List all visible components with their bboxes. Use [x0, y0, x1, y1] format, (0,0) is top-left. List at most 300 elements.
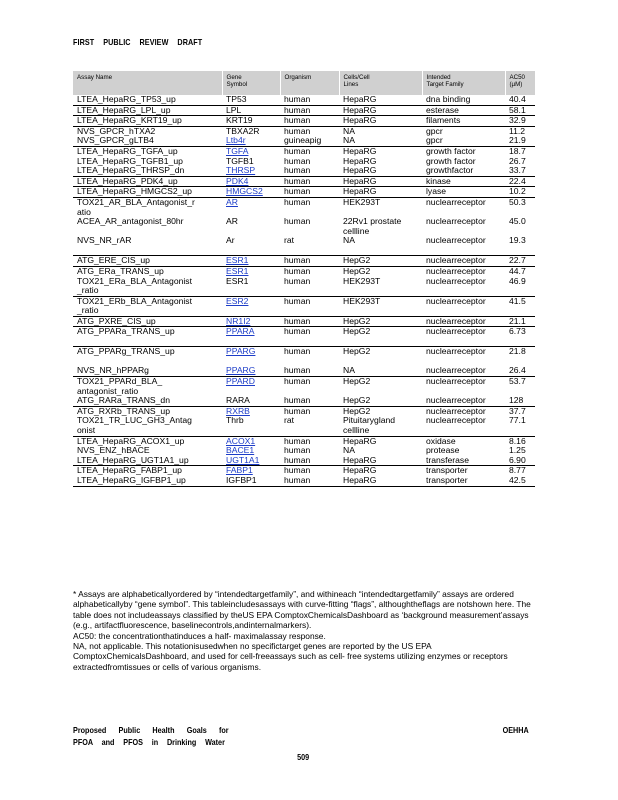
cell-gene	[222, 157, 280, 167]
cell-text: LTEA_HepaRG_TGFB1_up	[77, 156, 183, 166]
cell-assay	[73, 377, 222, 397]
cell-assay	[73, 176, 222, 187]
cell-ac50	[505, 217, 535, 236]
gene-link[interactable]: PPARD	[226, 376, 255, 387]
cell-ac50	[505, 456, 535, 466]
cell-target	[422, 406, 505, 416]
cell-ac50	[505, 466, 535, 476]
cell-text: 10.2	[509, 186, 526, 197]
gene-link[interactable]: UGT1A1	[226, 455, 260, 465]
cell-organism	[280, 436, 339, 446]
cell-text: 40.4	[509, 95, 526, 104]
cell-text: dna binding	[426, 95, 471, 104]
cell-text: LTEA_HepaRG_PDK4_up	[77, 176, 178, 186]
cell-target	[422, 176, 505, 187]
cell-organism	[280, 217, 339, 236]
cell-ac50	[505, 277, 535, 297]
note-ac50: AC50: the concentrationthatinduces a half- maximalassay response.	[73, 630, 326, 641]
cell-gene	[222, 416, 280, 436]
cell-text: HepaRG	[343, 115, 377, 126]
cell-cells	[339, 256, 422, 267]
cell-ac50	[505, 197, 535, 217]
cell-cells	[339, 126, 422, 136]
cell-text: oxidase	[426, 436, 456, 446]
cell-text: 77.1	[509, 416, 526, 426]
gene-symbol: ESR1	[226, 276, 249, 286]
cell-text: lyase	[426, 186, 447, 197]
cell-text: transporter	[426, 465, 468, 476]
cell-organism	[280, 166, 339, 176]
cell-organism	[280, 256, 339, 267]
cell-organism	[280, 456, 339, 466]
cell-text: NVS_NR_hPPARg	[77, 366, 149, 376]
cell-assay	[73, 187, 222, 198]
gene-symbol: KRT19	[226, 115, 253, 126]
cell-text: HepG2	[343, 326, 371, 337]
cell-text: HepG2	[343, 346, 371, 357]
cell-assay	[73, 416, 222, 436]
table-row	[73, 296, 535, 316]
cell-ac50	[505, 327, 535, 347]
cell-text: kinase	[426, 176, 451, 186]
table-row	[73, 466, 535, 476]
cell-organism	[280, 116, 339, 127]
column-header-line: Target Family	[426, 81, 464, 89]
cell-target	[422, 157, 505, 167]
cell-assay	[73, 157, 222, 167]
cell-gene	[222, 466, 280, 476]
cell-target	[422, 327, 505, 347]
cell-text: nuclearreceptor	[426, 197, 486, 207]
cell-cells	[339, 277, 422, 297]
gene-link[interactable]: PDK4	[226, 176, 249, 186]
gene-link[interactable]: Ltb4r	[226, 136, 246, 146]
cell-assay	[73, 166, 222, 176]
gene-symbol: LPL	[226, 105, 242, 115]
cell-assay	[73, 446, 222, 456]
page-number: 509	[297, 752, 310, 762]
cell-organism	[280, 466, 339, 476]
gene-link[interactable]: ACOX1	[226, 436, 256, 446]
gene-link[interactable]: PPARG	[226, 366, 256, 376]
cell-ac50	[505, 446, 535, 456]
cell-ac50	[505, 347, 535, 367]
cell-assay	[73, 197, 222, 217]
cell-text: human	[284, 455, 311, 465]
gene-link[interactable]: FABP1	[226, 465, 253, 476]
cell-text: nuclearreceptor	[426, 396, 486, 406]
cell-target	[422, 466, 505, 476]
cell-gene	[222, 176, 280, 187]
cell-ac50	[505, 476, 535, 486]
cell-organism	[280, 266, 339, 276]
table-row	[73, 176, 535, 187]
column-header-line: Lines	[343, 81, 359, 89]
cell-text: LTEA_HepaRG_TGFA_up	[77, 146, 178, 156]
cell-assay	[73, 466, 222, 476]
cell-ac50	[505, 176, 535, 187]
cell-gene	[222, 197, 280, 217]
cell-organism	[280, 316, 339, 327]
gene-link[interactable]: AR	[226, 197, 238, 207]
cell-target	[422, 396, 505, 406]
cell-cells	[339, 456, 422, 466]
cell-organism	[280, 296, 339, 316]
cell-text: HepaRG	[343, 105, 377, 115]
cell-text: 32.9	[509, 115, 526, 126]
table-row	[73, 366, 535, 376]
cell-text: human	[284, 95, 311, 104]
cell-text: NVS_NR_rAR	[77, 236, 132, 246]
cell-organism	[280, 277, 339, 297]
cell-assay	[73, 146, 222, 156]
cell-text: human	[284, 476, 311, 485]
note-ordering: * Assays are alphabeticallyordered by “intendedtargetfamily”, and withineach “intendedtargetfamily” assays are ordered alphabeticallyby “gene symbol”. This tableincludesassays with curve-fitting “flags”, althoughtheflags are notshown here. The table does not includeassays classified by theUS EPA ComptoxChemicalsDashboard as ‘background measurement’assays (e.g., artifactfluorescence, baselinecontrols,andinternalmarkers).	[73, 589, 531, 631]
cell-assay	[73, 476, 222, 486]
cell-cells	[339, 446, 422, 456]
table-row	[73, 105, 535, 116]
cell-assay	[73, 296, 222, 316]
gene-symbol: Thrb	[226, 416, 244, 426]
cell-gene	[222, 406, 280, 416]
cell-text: human	[284, 376, 311, 387]
cell-gene	[222, 166, 280, 176]
cell-target	[422, 126, 505, 136]
cell-text: human	[284, 396, 311, 406]
cell-text: HepaRG	[343, 465, 377, 476]
cell-organism	[280, 176, 339, 187]
table-row	[73, 126, 535, 136]
cell-text: NA	[343, 136, 355, 146]
cell-organism	[280, 146, 339, 156]
column-header-line: Gene	[226, 74, 242, 81]
cell-assay	[73, 277, 222, 297]
column-header	[505, 71, 535, 95]
cell-text: TOX21_PPARd_BLA_ antagonist_ratio	[77, 376, 163, 396]
table-row	[73, 166, 535, 176]
table-row	[73, 406, 535, 416]
cell-text: Pituitarygland cellline	[343, 416, 396, 436]
table-notes	[73, 589, 543, 672]
cell-gene	[222, 327, 280, 347]
cell-cells	[339, 236, 422, 256]
cell-text: human	[284, 436, 311, 446]
cell-text: filaments	[426, 115, 461, 126]
column-header-line: Assay Name	[77, 74, 113, 81]
column-header-line: Organism	[284, 74, 312, 81]
cell-text: 26.7	[509, 156, 526, 166]
cell-text: HepaRG	[343, 146, 377, 156]
cell-text: HepaRG	[343, 455, 377, 465]
draft-label: FIRST PUBLIC REVIEW DRAFT	[73, 37, 203, 47]
gene-link[interactable]: ESR2	[226, 296, 249, 306]
cell-gene	[222, 277, 280, 297]
cell-text: human	[284, 465, 311, 476]
cell-organism	[280, 416, 339, 436]
cell-cells	[339, 327, 422, 347]
cell-organism	[280, 476, 339, 486]
cell-text: HepaRG	[343, 476, 377, 485]
cell-text: 128	[509, 396, 524, 406]
cell-assay	[73, 406, 222, 416]
gene-link[interactable]: HMGCS2	[226, 186, 263, 197]
cell-text: HepG2	[343, 406, 371, 416]
cell-ac50	[505, 187, 535, 198]
table-row	[73, 236, 535, 256]
cell-ac50	[505, 95, 535, 105]
cell-text: HepG2	[343, 266, 371, 276]
cell-text: esterase	[426, 105, 459, 115]
cell-text: ATG_ERE_CIS_up	[77, 255, 150, 266]
cell-organism	[280, 396, 339, 406]
table-row	[73, 456, 535, 466]
cell-text: HEK293T	[343, 197, 381, 207]
gene-link[interactable]: NR1I2	[226, 316, 251, 326]
table-row	[73, 266, 535, 276]
cell-ac50	[505, 366, 535, 376]
cell-ac50	[505, 406, 535, 416]
cell-ac50	[505, 296, 535, 316]
cell-ac50	[505, 436, 535, 446]
column-header-line: Cells/Cell	[343, 74, 370, 81]
footer-line-2: PFOA and PFOS in Drinking Water	[73, 737, 225, 747]
gene-symbol: AR	[226, 217, 238, 227]
cell-text: HepaRG	[343, 436, 377, 446]
cell-assay	[73, 105, 222, 116]
cell-text: LTEA_HepaRG_THRSP_dn	[77, 166, 185, 176]
cell-text: ATG_PPARg_TRANS_up	[77, 346, 175, 357]
table-row	[73, 416, 535, 436]
cell-text: rat	[284, 236, 295, 246]
gene-symbol: RARA	[226, 396, 250, 406]
table-header-row	[73, 71, 535, 95]
cell-text: nuclearreceptor	[426, 296, 486, 306]
cell-target	[422, 116, 505, 127]
cell-text: human	[284, 186, 311, 197]
cell-target	[422, 366, 505, 376]
cell-text: nuclearreceptor	[426, 255, 486, 266]
cell-ac50	[505, 266, 535, 276]
column-header-line: AC50	[509, 74, 525, 81]
cell-target	[422, 476, 505, 486]
cell-text: human	[284, 326, 311, 337]
cell-text: nuclearreceptor	[426, 366, 486, 376]
column-header-line: Intended	[426, 74, 451, 81]
cell-text: transferase	[426, 455, 469, 465]
cell-assay	[73, 436, 222, 446]
column-header	[280, 71, 339, 95]
cell-gene	[222, 366, 280, 376]
cell-text: NVS_GPCR_gLTB4	[77, 136, 154, 146]
cell-text: 1.25	[509, 446, 526, 456]
gene-link[interactable]: BACE1	[226, 446, 255, 456]
gene-link[interactable]: RXRB	[226, 406, 250, 416]
cell-ac50	[505, 416, 535, 436]
cell-text: 21.1	[509, 316, 526, 326]
table-row	[73, 95, 535, 105]
cell-target	[422, 277, 505, 297]
cell-assay	[73, 456, 222, 466]
cell-text: HEK293T	[343, 296, 381, 306]
cell-text: LTEA_HepaRG_TP53_up	[77, 95, 176, 104]
cell-text: ATG_ERa_TRANS_up	[77, 266, 164, 276]
cell-assay	[73, 136, 222, 146]
cell-text: 37.7	[509, 406, 526, 416]
cell-gene	[222, 217, 280, 236]
cell-text: LTEA_HepaRG_HMGCS2_up	[77, 186, 192, 197]
cell-assay	[73, 95, 222, 105]
cell-cells	[339, 406, 422, 416]
cell-cells	[339, 136, 422, 146]
cell-target	[422, 446, 505, 456]
table-row	[73, 217, 535, 236]
cell-target	[422, 296, 505, 316]
table-body	[73, 95, 535, 486]
gene-link[interactable]: TGFA	[226, 146, 249, 156]
cell-text: protease	[426, 446, 460, 456]
cell-text: 11.2	[509, 126, 526, 136]
cell-text: human	[284, 176, 311, 186]
gene-symbol: Ar	[226, 236, 235, 246]
cell-gene	[222, 136, 280, 146]
cell-text: ACEA_AR_antagonist_80hr	[77, 217, 184, 227]
cell-gene	[222, 187, 280, 198]
cell-text: nuclearreceptor	[426, 316, 486, 326]
gene-symbol: IGFBP1	[226, 476, 257, 485]
cell-target	[422, 136, 505, 146]
cell-text: LTEA_HepaRG_LPL_up	[77, 105, 171, 115]
cell-text: human	[284, 406, 311, 416]
cell-ac50	[505, 377, 535, 397]
cell-text: NA	[343, 446, 355, 456]
cell-text: NVS_GPCR_hTXA2	[77, 126, 156, 136]
cell-assay	[73, 236, 222, 256]
cell-text: LTEA_HepaRG_IGFBP1_up	[77, 476, 186, 485]
cell-text: 53.7	[509, 376, 526, 387]
column-header-line: Symbol	[226, 81, 248, 89]
cell-text: 44.7	[509, 266, 526, 276]
assay-table	[73, 71, 535, 487]
table-row	[73, 116, 535, 127]
cell-target	[422, 95, 505, 105]
cell-ac50	[505, 136, 535, 146]
cell-text: ATG_PPARa_TRANS_up	[77, 326, 175, 337]
footer-agency: OEHHA	[502, 725, 529, 735]
cell-text: transporter	[426, 476, 468, 485]
cell-text: 50.3	[509, 197, 526, 207]
cell-cells	[339, 466, 422, 476]
cell-text: HepaRG	[343, 186, 377, 197]
cell-gene	[222, 256, 280, 267]
cell-text: nuclearreceptor	[426, 276, 486, 286]
cell-text: 8.16	[509, 436, 526, 446]
note-na: NA, not applicable. This notationisusedwhen no specifictarget genes are reported by the US EPA ComptoxChemicalsDashboard, and used for cell-freeassays such as cell- free systems utilizing enzymes or receptors extractedfromtissues or cells of various organisms.	[73, 641, 508, 672]
cell-organism	[280, 136, 339, 146]
cell-assay	[73, 396, 222, 406]
cell-text: 21.9	[509, 136, 526, 146]
cell-text: NVS_ENZ_hBACE	[77, 446, 150, 456]
column-header-line: (µM)	[509, 81, 523, 89]
gene-link[interactable]: ESR1	[226, 255, 249, 266]
cell-text: human	[284, 115, 311, 126]
cell-text: nuclearreceptor	[426, 236, 486, 246]
cell-cells	[339, 217, 422, 236]
cell-cells	[339, 176, 422, 187]
cell-text: HepG2	[343, 255, 371, 266]
cell-gene	[222, 347, 280, 367]
cell-assay	[73, 256, 222, 267]
cell-text: HepG2	[343, 316, 371, 326]
cell-gene	[222, 266, 280, 276]
cell-text: NA	[343, 236, 355, 246]
gene-link[interactable]: PPARA	[226, 326, 255, 337]
cell-gene	[222, 456, 280, 466]
cell-text: guineapig	[284, 136, 322, 146]
cell-target	[422, 347, 505, 367]
cell-text: 6.90	[509, 455, 526, 465]
cell-ac50	[505, 236, 535, 256]
table-row	[73, 476, 535, 486]
cell-target	[422, 146, 505, 156]
gene-link[interactable]: PPARG	[226, 346, 256, 357]
cell-ac50	[505, 146, 535, 156]
cell-ac50	[505, 316, 535, 327]
table-row	[73, 347, 535, 367]
cell-cells	[339, 146, 422, 156]
cell-cells	[339, 166, 422, 176]
cell-gene	[222, 377, 280, 397]
cell-text: nuclearreceptor	[426, 266, 486, 276]
footer-line-1: Proposed Public Health Goals for	[73, 725, 229, 735]
cell-cells	[339, 105, 422, 116]
cell-text: nuclearreceptor	[426, 326, 486, 337]
cell-text: 46.9	[509, 276, 526, 286]
table-row	[73, 277, 535, 297]
cell-text: human	[284, 446, 311, 456]
cell-text: LTEA_HepaRG_UGT1A1_up	[77, 455, 189, 465]
cell-text: growth factor	[426, 146, 476, 156]
cell-assay	[73, 217, 222, 236]
cell-text: HepaRG	[343, 95, 377, 104]
cell-text: HepaRG	[343, 176, 377, 186]
cell-target	[422, 217, 505, 236]
cell-cells	[339, 187, 422, 198]
cell-ac50	[505, 166, 535, 176]
gene-link[interactable]: ESR1	[226, 266, 249, 276]
cell-text: 6.73	[509, 326, 526, 337]
table-row	[73, 197, 535, 217]
cell-text: TOX21_ERa_BLA_Antagonist _ratio	[77, 276, 192, 296]
cell-text: growth factor	[426, 156, 476, 166]
cell-text: TOX21_AR_BLA_Antagonist_r atio	[77, 197, 195, 217]
cell-text: HepaRG	[343, 156, 377, 166]
cell-cells	[339, 95, 422, 105]
cell-ac50	[505, 105, 535, 116]
table-row	[73, 146, 535, 156]
cell-target	[422, 377, 505, 397]
cell-ac50	[505, 116, 535, 127]
cell-gene	[222, 116, 280, 127]
gene-link[interactable]: THRSP	[226, 166, 256, 176]
cell-assay	[73, 327, 222, 347]
cell-organism	[280, 377, 339, 397]
cell-text: 18.7	[509, 146, 526, 156]
cell-organism	[280, 197, 339, 217]
cell-organism	[280, 105, 339, 116]
table-row	[73, 377, 535, 397]
cell-text: nuclearreceptor	[426, 346, 486, 357]
cell-text: HEK293T	[343, 276, 381, 286]
